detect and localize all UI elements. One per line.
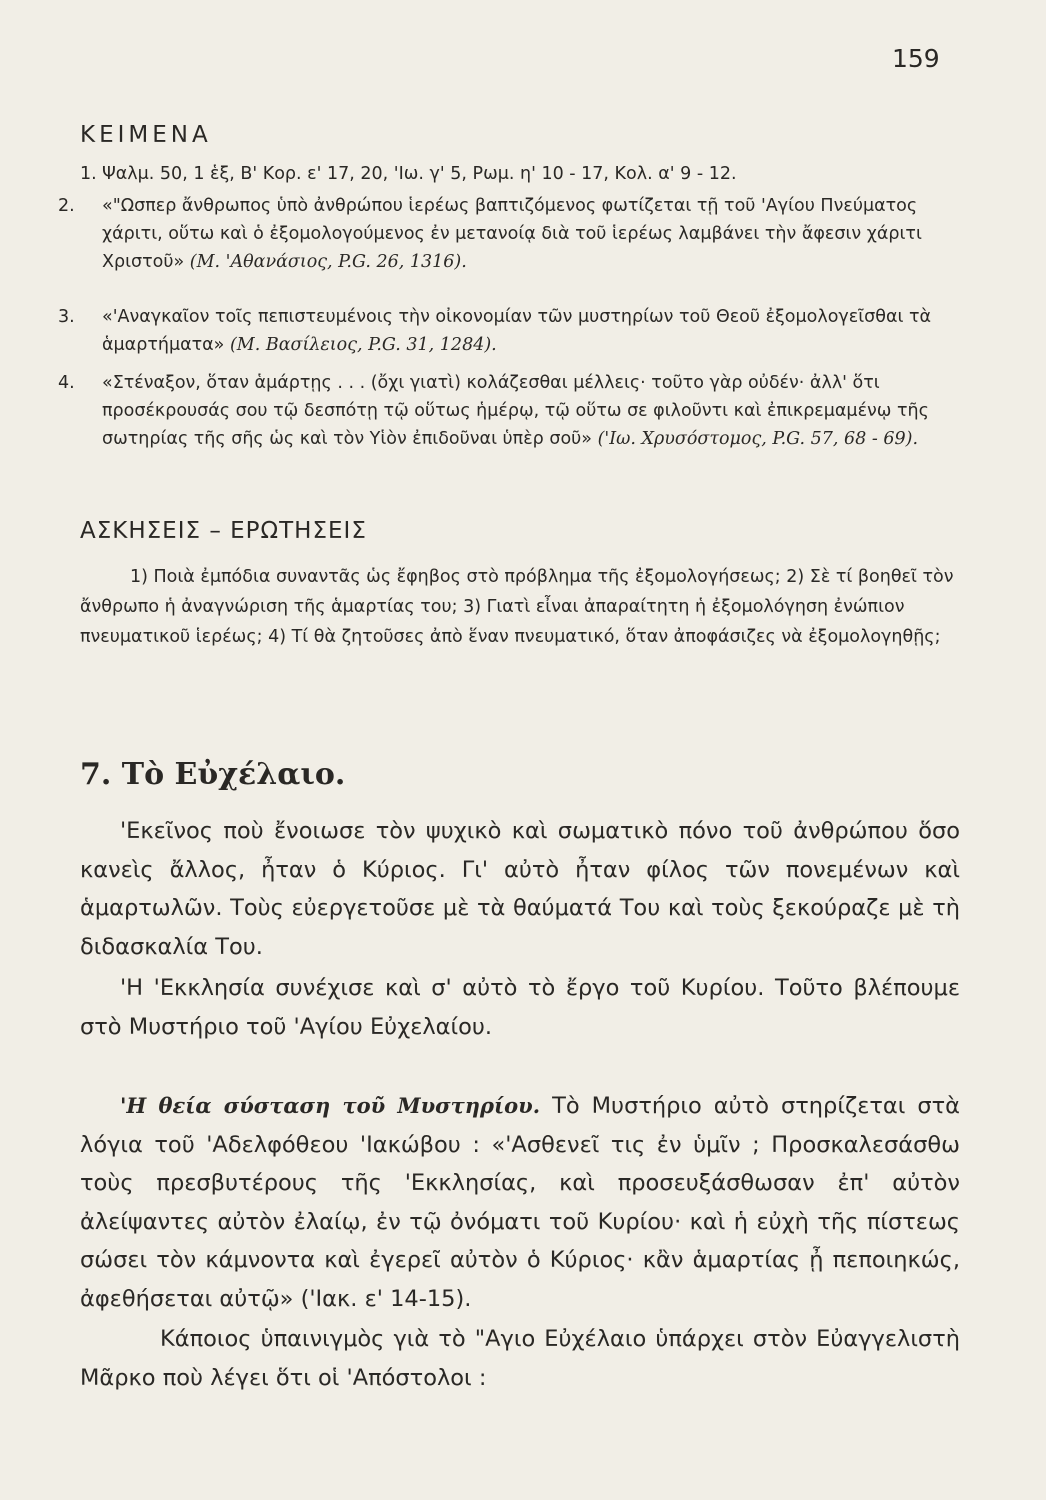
chapter-title: 7. Τὸ Εὐχέλαιο. bbox=[80, 757, 346, 792]
citation-source: (Μ. 'Αθανάσιος, P.G. 26, 1316). bbox=[189, 252, 467, 272]
citation-text: «"Ωσπερ ἄνθρωπος ὑπὸ ἀνθρώπου ἱερέως βαπτιζόμενος φωτίζεται τῇ τοῦ 'Αγίου Πνεύματος χάριτι, οὕτω καὶ ὁ ἐξομολογούμενος ἐν μετανοίᾳ διὰ τοῦ ἱερέως λαμβάνει τὴν ἄφεσιν χάριτι Χριστοῦ» bbox=[102, 196, 922, 272]
citation-text: Ψαλμ. 50, 1 ἑξ, Β' Κορ. ε' 17, 20, 'Ιω. γ' 5, Ρωμ. η' 10 - 17, Κολ. α' 9 - 12. bbox=[102, 164, 737, 184]
citation-text: «'Αναγκαῖον τοῖς πεπιστευμένοις τὴν οἰκονομίαν τῶν μυστηρίων τοῦ Θεοῦ ἐξομολογεῖσθαι τὰ ἁμαρτήματα» bbox=[102, 307, 932, 355]
citation-number: 4. bbox=[58, 373, 75, 393]
citation-2 bbox=[58, 192, 982, 276]
citation-source: ('Ιω. Χρυσόστομος, P.G. 57, 68 - 69). bbox=[597, 429, 919, 449]
paragraph-2: 'Η 'Εκκλησία συνέχισε καὶ σ' αὐτὸ τὸ ἔργο τοῦ Κυρίου. Τοῦτο βλέπουμε στὸ Μυστήριο τοῦ 'Αγίου Εὐχελαίου. bbox=[80, 975, 960, 1040]
citation-4 bbox=[58, 369, 982, 453]
paragraph-3-text: Τὸ Μυστήριο αὐτὸ στηρίζεται στὰ λόγια τοῦ 'Αδελφόθεου 'Ιακώβου : «'Ασθενεῖ τις ἐν ὑμῖν ; Προσκαλεσάσθω τοὺς πρεσβυτέρους τῆς 'Εκκλησίας, καὶ προσευξάσθωσαν ἐπ' αὐτὸν ἀλείψαντες αὐτὸν ἐλαίῳ, ἐν τῷ ὀνόματι τοῦ Κυρίου· καὶ ἡ εὐχὴ τῆς πίστεως σώσει τὸν κάμνοντα καὶ ἐγερεῖ αὐτὸν ὁ Κύριος· κἂν ἁμαρτίας ᾖ πεποιηκώς, ἀφεθήσεται αὐτῷ» ('Ιακ. ε' 14-15). bbox=[80, 1093, 961, 1312]
page-number: 159 bbox=[892, 44, 940, 73]
exercises-text: 1) Ποιὰ ἐμπόδια συναντᾶς ὡς ἔφηβος στὸ πρόβλημα τῆς ἐξομολογήσεως; 2) Σὲ τί βοηθεῖ τὸν ἄνθρωπο ἡ ἀναγνώριση τῆς ἁμαρτίας του; 3) Γιατὶ εἶναι ἀπαραίτητη ἡ ἐξομολόγηση ἐνώπιον πνευματικοῦ ἱερέως; 4) Τί θὰ ζητοῦσες ἀπὸ ἕναν πνευματικό, ὅταν ἀποφάσιζες νὰ ἐξομολογηθῇς; bbox=[80, 567, 954, 647]
citation-source: (Μ. Βασίλειος, P.G. 31, 1284). bbox=[229, 335, 497, 355]
citation-number: 3. bbox=[58, 307, 75, 327]
paragraph-heading: 'Η θεία σύσταση τοῦ Μυστηρίου. bbox=[120, 1093, 541, 1118]
keimena-heading: ΚΕΙΜΕΝΑ bbox=[80, 122, 212, 148]
citation-number: 1. bbox=[80, 164, 97, 184]
paragraph-1: 'Εκεῖνος ποὺ ἔνοιωσε τὸν ψυχικὸ καὶ σωματικὸ πόνο τοῦ ἀνθρώπου ὅσο κανεὶς ἄλλος, ἦταν ὁ Κύριος. Γι' αὐτὸ ἦταν φίλος τῶν πονεμένων καὶ ἁμαρτωλῶν. Τοὺς εὐεργετοῦσε μὲ τὰ θαύματά Του καὶ τοὺς ξεκούραζε μὲ τὴ διδασκαλία Του. bbox=[80, 818, 960, 960]
citation-1 bbox=[80, 160, 960, 188]
paragraph-3 bbox=[80, 1087, 960, 1318]
citation-number: 2. bbox=[58, 196, 75, 216]
citation-3 bbox=[58, 303, 982, 359]
citation-text: «Στέναξον, ὅταν ἁμάρτῃς . . . (ὄχι γιατὶ) κολάζεσθαι μέλλεις· τοῦτο γὰρ οὐδέν· ἀλλ' ὅτι προσέκρουσάς σου τῷ δεσπότῃ τῷ οὕτως ἡμέρῳ, τῷ οὕτω σε φιλοῦντι καὶ ἐπικρεμαμένῳ τῆς σωτηρίας τῆς σῆς ὡς καὶ τὸν Υἱὸν ἐπιδοῦναι ὑπὲρ σοῦ» bbox=[102, 373, 929, 449]
paragraph-4: Κάποιος ὑπαινιγμὸς γιὰ τὸ "Αγιο Εὐχέλαιο ὑπάρχει στὸν Εὐαγγελιστὴ Μᾶρκο ποὺ λέγει ὅτι οἱ 'Απόστολοι : bbox=[80, 1326, 960, 1391]
exercises-heading: ΑΣΚΗΣΕΙΣ – ΕΡΩΤΗΣΕΙΣ bbox=[80, 518, 367, 544]
